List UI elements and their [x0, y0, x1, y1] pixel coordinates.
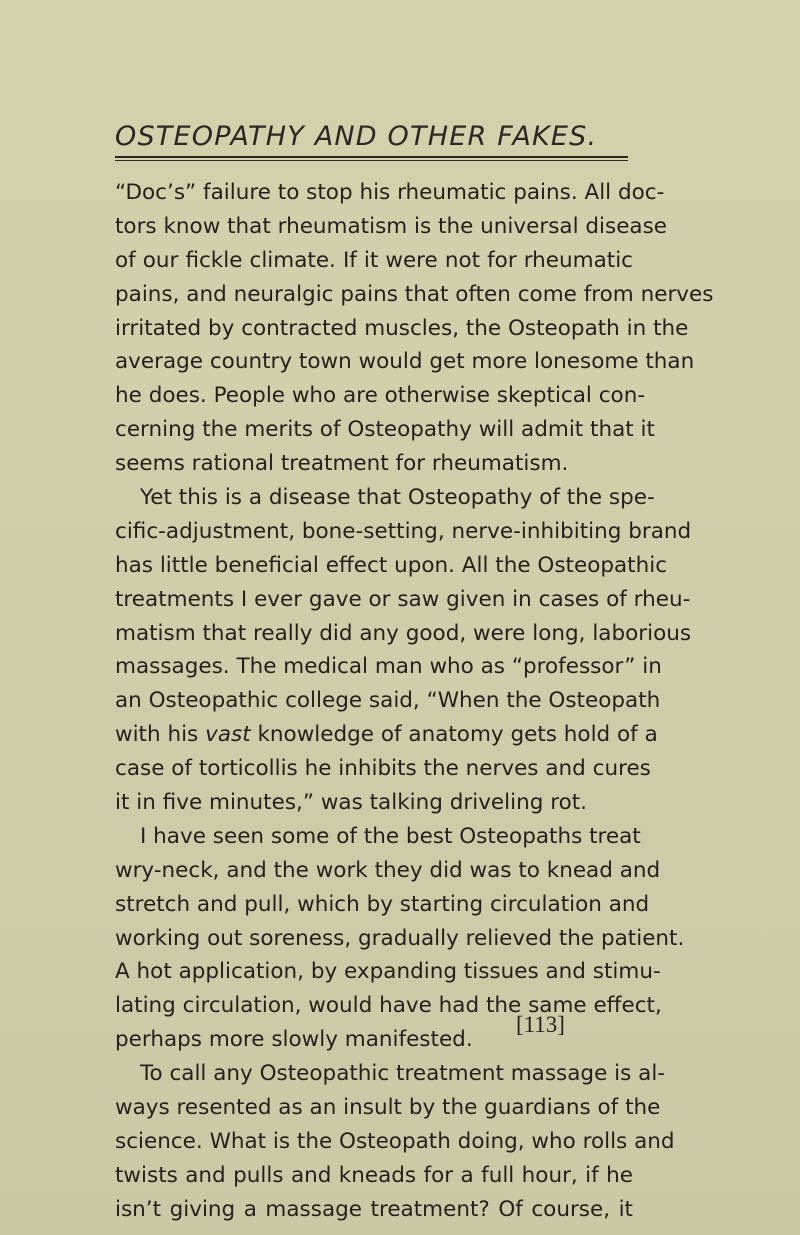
text-line: stretch and pull, which by starting circulation and	[115, 891, 650, 917]
text-line: an Osteopathic college said, “When the Osteopath	[115, 688, 661, 714]
text-segment: knowledge of anatomy gets hold of a	[250, 722, 658, 748]
text-line: pains, and neuralgic pains that often come from nerves	[115, 281, 714, 307]
text-line: ways resented as an insult by the guardians of the	[115, 1095, 661, 1121]
text-line: matism that really did any good, were long, laborious	[115, 620, 692, 646]
text-line: irritated by contracted muscles, the Osteopath in the	[115, 315, 689, 341]
page-text	[115, 176, 714, 1227]
text-line-with-italic	[115, 718, 658, 752]
text-line: tors know that rheumatism is the universal disease	[115, 213, 668, 239]
text-line: seems rational treatment for rheumatism.	[115, 451, 569, 477]
paragraph-start: Yet this is a disease that Osteopathy of the spe-	[140, 485, 655, 511]
text-line: lating circulation, would have had the same effect,	[115, 993, 662, 1019]
text-line: treatments I ever gave or saw given in cases of rheu-	[115, 586, 691, 612]
text-line: cerning the merits of Osteopathy will admit that it	[115, 417, 655, 443]
text-line: case of torticollis he inhibits the nerves and cures	[115, 756, 651, 782]
header-thick-rule	[115, 156, 628, 158]
text-line: of our fickle climate. If it were not for rheumatic	[115, 247, 633, 273]
text-line: he does. People who are otherwise skeptical con-	[115, 383, 646, 409]
text-line: has little beneficial effect upon. All the Osteopathic	[115, 552, 668, 578]
paragraph-start: To call any Osteopathic treatment massage is al-	[140, 1061, 666, 1087]
italic-word: vast	[205, 722, 251, 748]
text-line: isn’t giving a massage treatment? Of course, it	[115, 1196, 633, 1222]
text-line: twists and pulls and kneads for a full hour, if he	[115, 1162, 633, 1188]
text-line: average country town would get more lonesome than	[115, 349, 695, 375]
text-segment: with his	[115, 722, 206, 748]
text-line: “Doc’s” failure to stop his rheumatic pains. All doc-	[115, 180, 665, 205]
header-thin-rule	[115, 160, 628, 161]
text-line: working out soreness, gradually relieved the patient.	[115, 925, 685, 951]
text-line: science. What is the Osteopath doing, who rolls and	[115, 1128, 675, 1154]
running-head: OSTEOPATHY AND OTHER FAKES.	[115, 121, 598, 152]
page-number: [113]	[516, 1012, 565, 1037]
text-line: it in five minutes,” was talking driveling rot.	[115, 790, 587, 816]
text-line: perhaps more slowly manifested.	[115, 1027, 473, 1053]
text-line: wry-neck, and the work they did was to knead and	[115, 857, 661, 883]
paragraph-start: I have seen some of the best Osteopaths treat	[140, 823, 641, 849]
text-line: cific-adjustment, bone-setting, nerve-inhibiting brand	[115, 518, 692, 544]
text-line: massages. The medical man who as “professor” in	[115, 654, 662, 680]
text-line: A hot application, by expanding tissues and stimu-	[115, 959, 661, 985]
